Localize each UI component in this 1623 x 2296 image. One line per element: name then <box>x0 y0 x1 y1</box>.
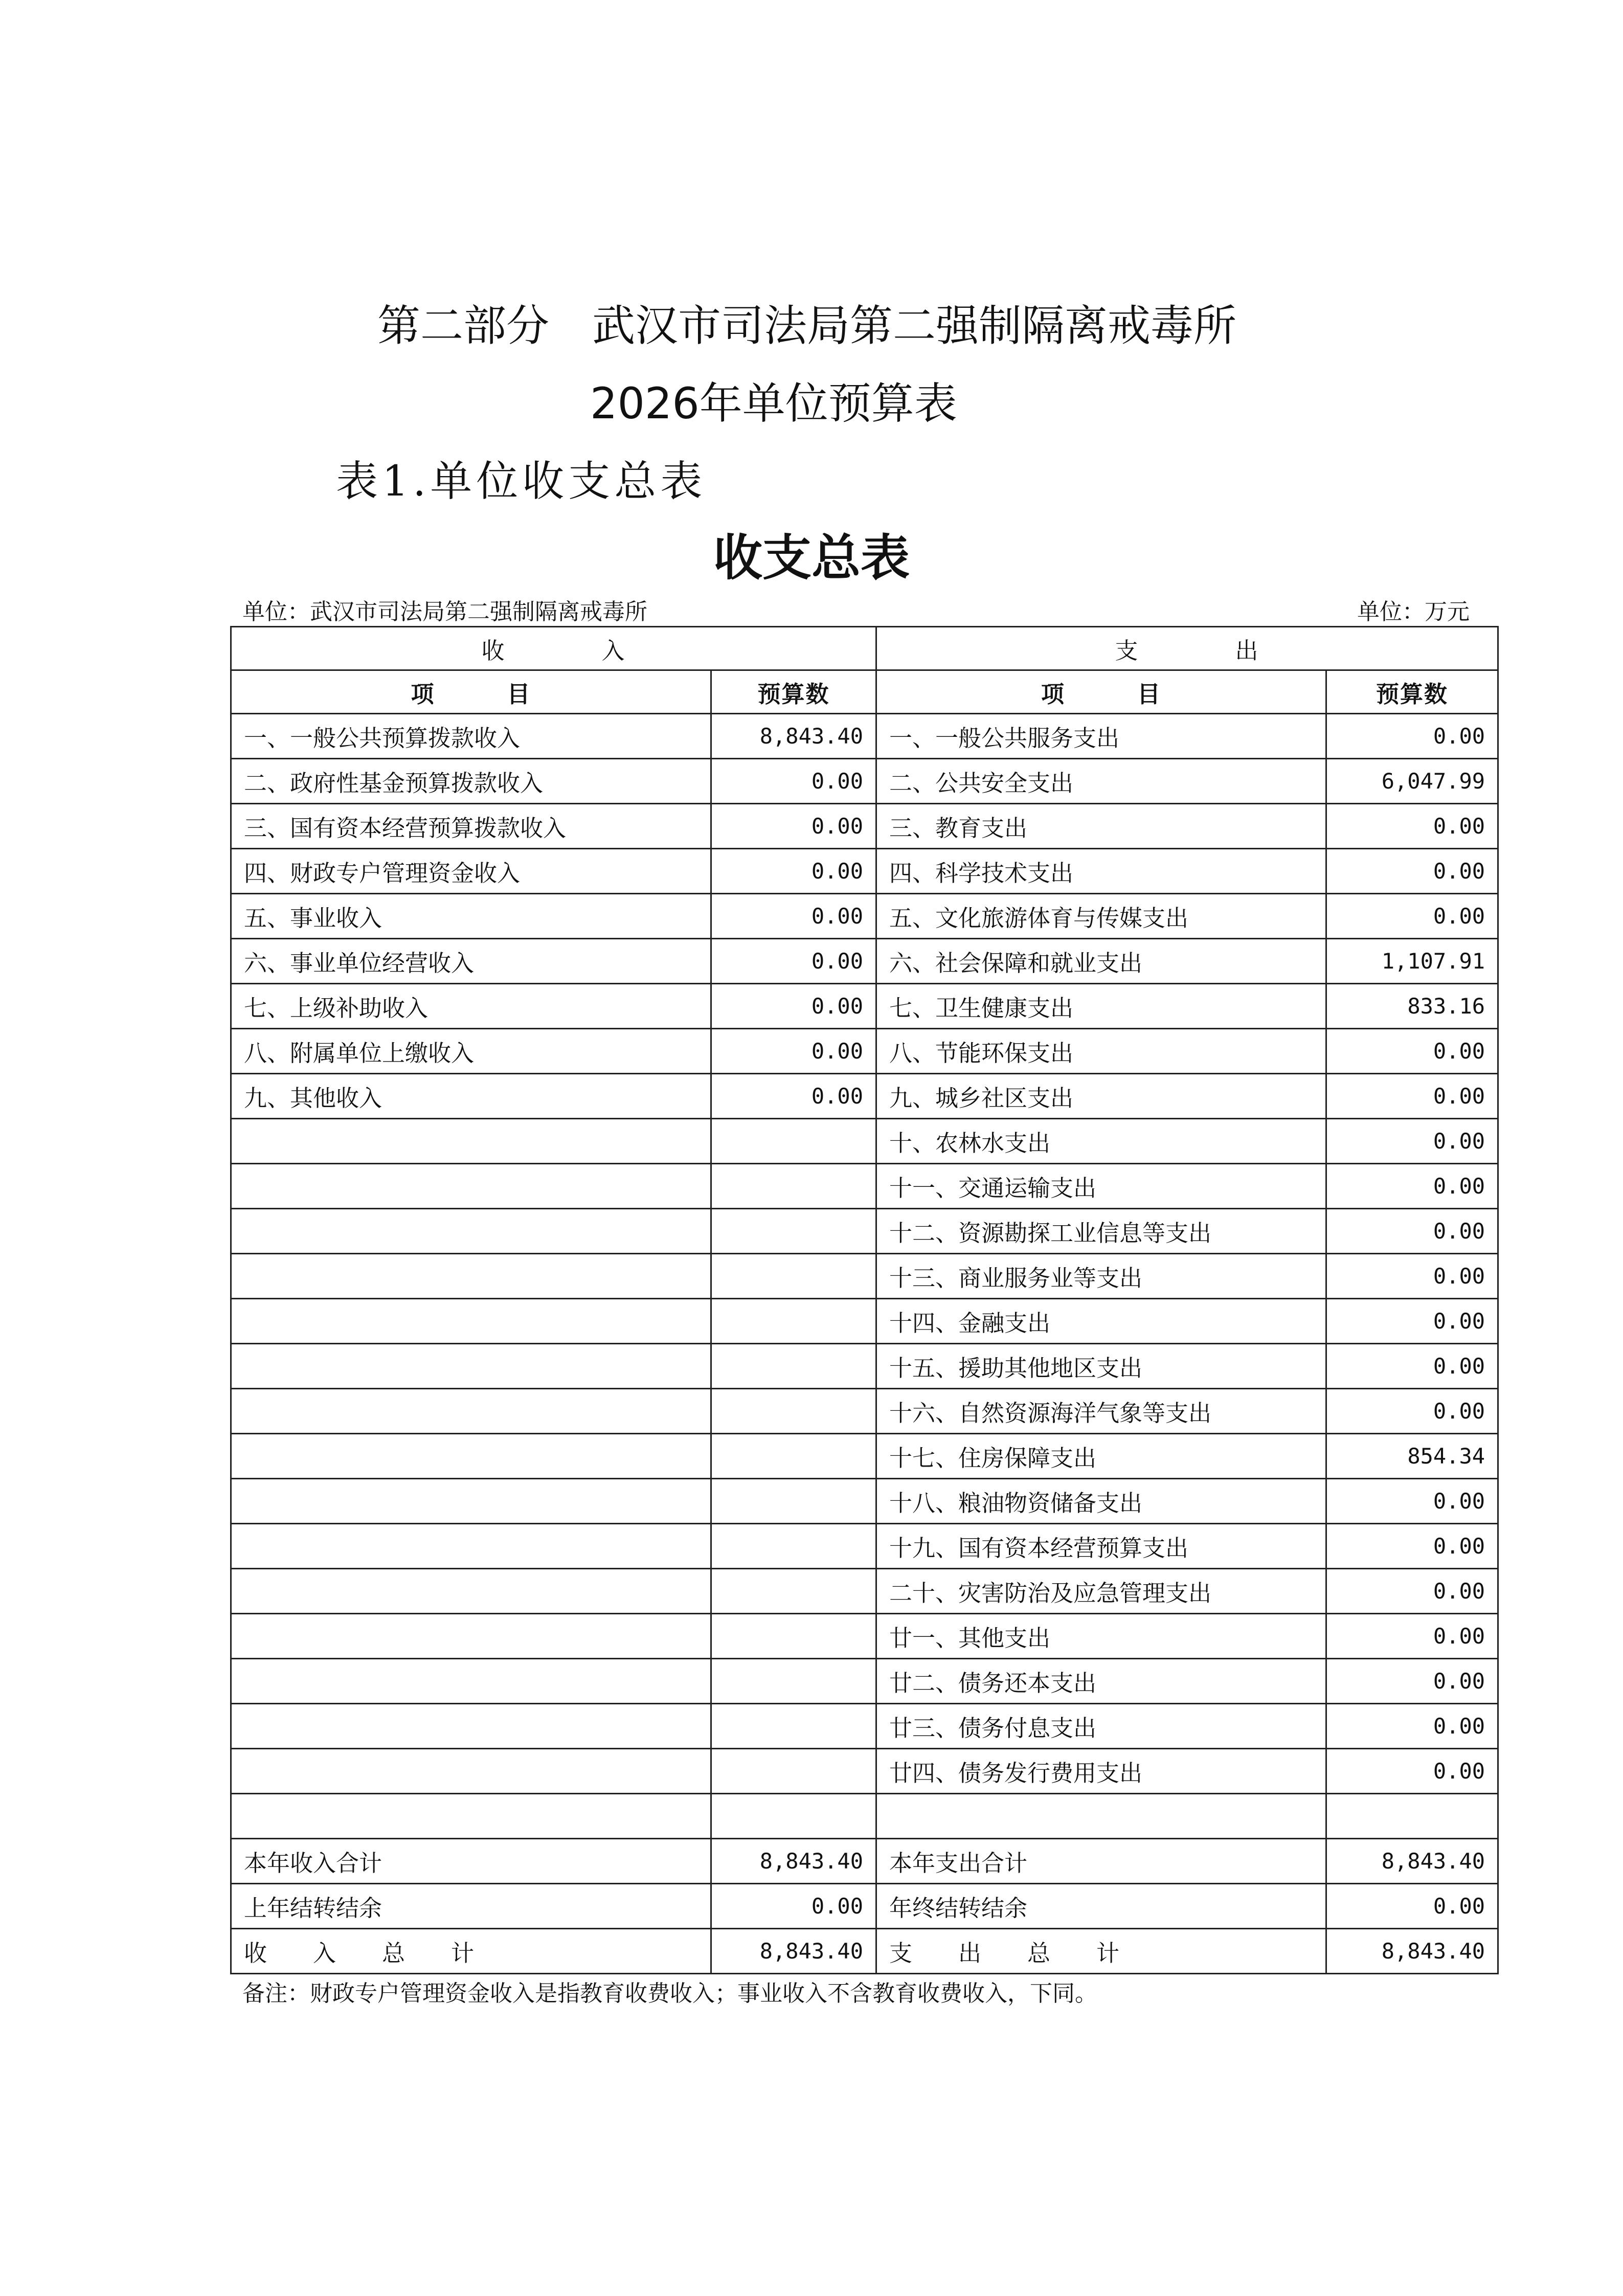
expense-item-cell: 十一、交通运输支出 <box>876 1164 1326 1209</box>
expense-item-cell: 九、城乡社区支出 <box>876 1074 1326 1119</box>
income-amount-cell: 0.00 <box>711 984 876 1029</box>
expense-amount-cell: 0.00 <box>1326 1254 1498 1299</box>
expense-item-cell: 廿三、债务付息支出 <box>876 1704 1326 1749</box>
table-row <box>231 759 1498 804</box>
expense-amount-cell: 6,047.99 <box>1326 759 1498 804</box>
table-row <box>231 1254 1498 1299</box>
income-item-cell: 七、上级补助收入 <box>231 984 711 1029</box>
expense-item-cell: 三、教育支出 <box>876 804 1326 849</box>
expense-amount-cell: 0.00 <box>1326 1704 1498 1749</box>
income-item-cell: 二、政府性基金预算拨款收入 <box>231 759 711 804</box>
expense-amount-cell: 8,843.40 <box>1326 1839 1498 1884</box>
income-item-cell <box>231 1299 711 1344</box>
expense-item-cell: 一、一般公共服务支出 <box>876 714 1326 759</box>
income-item-cell: 四、财政专户管理资金收入 <box>231 849 711 894</box>
expense-item-cell: 廿四、债务发行费用支出 <box>876 1749 1326 1794</box>
income-amount-cell <box>711 1164 876 1209</box>
income-amount-cell <box>711 1659 876 1704</box>
expense-item-cell: 十九、国有资本经营预算支出 <box>876 1524 1326 1569</box>
income-amount-cell <box>711 1119 876 1164</box>
budget-table-body <box>231 627 1498 1974</box>
income-item-cell <box>231 1479 711 1524</box>
table-row <box>231 714 1498 759</box>
expense-amount-cell: 0.00 <box>1326 1389 1498 1434</box>
expense-amount-cell: 1,107.91 <box>1326 939 1498 984</box>
income-amount-cell <box>711 1479 876 1524</box>
expense-item-cell: 年终结转结余 <box>876 1884 1326 1929</box>
expense-amount-cell: 0.00 <box>1326 1074 1498 1119</box>
table-caption: 表1.单位收支总表 <box>336 457 707 506</box>
income-item-cell <box>231 1209 711 1254</box>
income-item-cell <box>231 1794 711 1839</box>
page-heading-line1 <box>377 291 1236 353</box>
expense-item-cell: 七、卫生健康支出 <box>876 984 1326 1029</box>
table-row <box>231 1479 1498 1524</box>
expense-amount-cell: 0.00 <box>1326 1164 1498 1209</box>
expense-item-cell: 廿二、债务还本支出 <box>876 1659 1326 1704</box>
expense-item-cell: 支 出 总 计 <box>876 1929 1326 1974</box>
table-row <box>231 1164 1498 1209</box>
income-item-cell <box>231 1164 711 1209</box>
expense-amount-cell: 0.00 <box>1326 849 1498 894</box>
income-amount-cell <box>711 1524 876 1569</box>
income-item-cell: 六、事业单位经营收入 <box>231 939 711 984</box>
table-row <box>231 984 1498 1029</box>
table-row <box>231 1434 1498 1479</box>
table-row <box>231 1389 1498 1434</box>
income-amount-cell: 0.00 <box>711 1884 876 1929</box>
income-amount-header: 预算数 <box>711 670 876 714</box>
expense-item-cell: 十五、援助其他地区支出 <box>876 1344 1326 1389</box>
expense-amount-cell: 0.00 <box>1326 1614 1498 1659</box>
income-amount-cell <box>711 1344 876 1389</box>
page-heading-year: 2026年单位预算表 <box>590 378 957 429</box>
column-header-row <box>231 670 1498 714</box>
income-amount-cell: 0.00 <box>711 939 876 984</box>
income-amount-cell <box>711 1749 876 1794</box>
expense-item-cell: 十二、资源勘探工业信息等支出 <box>876 1209 1326 1254</box>
income-item-cell: 一、一般公共预算拨款收入 <box>231 714 711 759</box>
expense-amount-header: 预算数 <box>1326 670 1498 714</box>
income-section-header: 收 入 <box>231 627 876 670</box>
income-item-cell <box>231 1254 711 1299</box>
income-item-cell: 三、国有资本经营预算拨款收入 <box>231 804 711 849</box>
table-row <box>231 939 1498 984</box>
table-row <box>231 1884 1498 1929</box>
expense-item-cell: 十六、自然资源海洋气象等支出 <box>876 1389 1326 1434</box>
table-row <box>231 1839 1498 1884</box>
table-row <box>231 1704 1498 1749</box>
expense-item-cell: 十八、粮油物资储备支出 <box>876 1479 1326 1524</box>
heading-part: 第二部分 <box>377 301 550 351</box>
income-item-cell: 收 入 总 计 <box>231 1929 711 1974</box>
expense-item-cell: 十七、住房保障支出 <box>876 1434 1326 1479</box>
expense-item-cell: 二、公共安全支出 <box>876 759 1326 804</box>
income-item-cell <box>231 1524 711 1569</box>
unit-money-label: 单位：万元 <box>1357 599 1470 625</box>
income-amount-cell <box>711 1614 876 1659</box>
income-amount-cell: 0.00 <box>711 1029 876 1074</box>
income-item-cell: 本年收入合计 <box>231 1839 711 1884</box>
table-row <box>231 1029 1498 1074</box>
income-amount-cell: 8,843.40 <box>711 1929 876 1974</box>
expense-item-cell: 十、农林水支出 <box>876 1119 1326 1164</box>
expense-amount-cell: 0.00 <box>1326 1479 1498 1524</box>
expense-amount-cell: 0.00 <box>1326 1029 1498 1074</box>
income-amount-cell: 0.00 <box>711 1074 876 1119</box>
footnote: 备注：财政专户管理资金收入是指教育收费收入；事业收入不含教育收费收入，下同。 <box>242 1980 1097 2007</box>
expense-amount-cell: 833.16 <box>1326 984 1498 1029</box>
budget-summary-table <box>230 626 1499 1974</box>
table-row <box>231 1524 1498 1569</box>
expense-item-cell: 本年支出合计 <box>876 1839 1326 1884</box>
expense-amount-cell: 0.00 <box>1326 714 1498 759</box>
table-row <box>231 1209 1498 1254</box>
expense-item-cell: 廿一、其他支出 <box>876 1614 1326 1659</box>
table-row <box>231 1794 1498 1839</box>
expense-amount-cell: 0.00 <box>1326 1299 1498 1344</box>
expense-item-header: 项 目 <box>876 670 1326 714</box>
income-amount-cell: 8,843.40 <box>711 1839 876 1884</box>
income-item-cell <box>231 1704 711 1749</box>
table-row <box>231 1659 1498 1704</box>
table-row <box>231 1344 1498 1389</box>
expense-item-cell: 五、文化旅游体育与传媒支出 <box>876 894 1326 939</box>
table-row <box>231 1299 1498 1344</box>
income-amount-cell: 0.00 <box>711 894 876 939</box>
expense-item-cell <box>876 1794 1326 1839</box>
expense-amount-cell: 0.00 <box>1326 1524 1498 1569</box>
expense-amount-cell: 854.34 <box>1326 1434 1498 1479</box>
income-item-cell <box>231 1659 711 1704</box>
expense-amount-cell: 0.00 <box>1326 1569 1498 1614</box>
section-header-row <box>231 627 1498 670</box>
income-item-cell <box>231 1614 711 1659</box>
expense-amount-cell: 0.00 <box>1326 804 1498 849</box>
heading-org: 武汉市司法局第二强制隔离戒毒所 <box>592 301 1237 351</box>
income-item-cell: 九、其他收入 <box>231 1074 711 1119</box>
income-amount-cell <box>711 1434 876 1479</box>
income-amount-cell: 0.00 <box>711 849 876 894</box>
income-item-cell <box>231 1344 711 1389</box>
table-row <box>231 1614 1498 1659</box>
income-item-cell: 上年结转结余 <box>231 1884 711 1929</box>
table-row <box>231 1929 1498 1974</box>
expense-amount-cell: 0.00 <box>1326 1119 1498 1164</box>
income-amount-cell <box>711 1299 876 1344</box>
table-row <box>231 1569 1498 1614</box>
income-amount-cell <box>711 1254 876 1299</box>
income-amount-cell <box>711 1794 876 1839</box>
income-item-cell: 八、附属单位上缴收入 <box>231 1029 711 1074</box>
income-amount-cell: 8,843.40 <box>711 714 876 759</box>
expense-item-cell: 四、科学技术支出 <box>876 849 1326 894</box>
income-item-cell <box>231 1434 711 1479</box>
expense-item-cell: 十三、商业服务业等支出 <box>876 1254 1326 1299</box>
expense-amount-cell: 0.00 <box>1326 894 1498 939</box>
income-amount-cell <box>711 1389 876 1434</box>
table-row <box>231 804 1498 849</box>
expense-amount-cell: 8,843.40 <box>1326 1929 1498 1974</box>
income-item-header: 项 目 <box>231 670 711 714</box>
expense-amount-cell: 0.00 <box>1326 1749 1498 1794</box>
expense-amount-cell: 0.00 <box>1326 1344 1498 1389</box>
income-amount-cell: 0.00 <box>711 804 876 849</box>
unit-org-label: 单位：武汉市司法局第二强制隔离戒毒所 <box>242 599 647 625</box>
expense-item-cell: 八、节能环保支出 <box>876 1029 1326 1074</box>
expense-item-cell: 二十、灾害防治及应急管理支出 <box>876 1569 1326 1614</box>
income-amount-cell: 0.00 <box>711 759 876 804</box>
income-amount-cell <box>711 1209 876 1254</box>
income-amount-cell <box>711 1569 876 1614</box>
expense-amount-cell: 0.00 <box>1326 1659 1498 1704</box>
expense-section-header: 支 出 <box>876 627 1498 670</box>
expense-amount-cell <box>1326 1794 1498 1839</box>
income-item-cell <box>231 1389 711 1434</box>
table-row <box>231 894 1498 939</box>
table-row <box>231 1074 1498 1119</box>
income-item-cell <box>231 1749 711 1794</box>
income-item-cell <box>231 1119 711 1164</box>
table-row <box>231 1749 1498 1794</box>
expense-item-cell: 十四、金融支出 <box>876 1299 1326 1344</box>
income-item-cell <box>231 1569 711 1614</box>
income-amount-cell <box>711 1704 876 1749</box>
table-row <box>231 1119 1498 1164</box>
expense-item-cell: 六、社会保障和就业支出 <box>876 939 1326 984</box>
expense-amount-cell: 0.00 <box>1326 1209 1498 1254</box>
income-item-cell: 五、事业收入 <box>231 894 711 939</box>
table-row <box>231 849 1498 894</box>
table-title: 收支总表 <box>713 529 910 587</box>
expense-amount-cell: 0.00 <box>1326 1884 1498 1929</box>
